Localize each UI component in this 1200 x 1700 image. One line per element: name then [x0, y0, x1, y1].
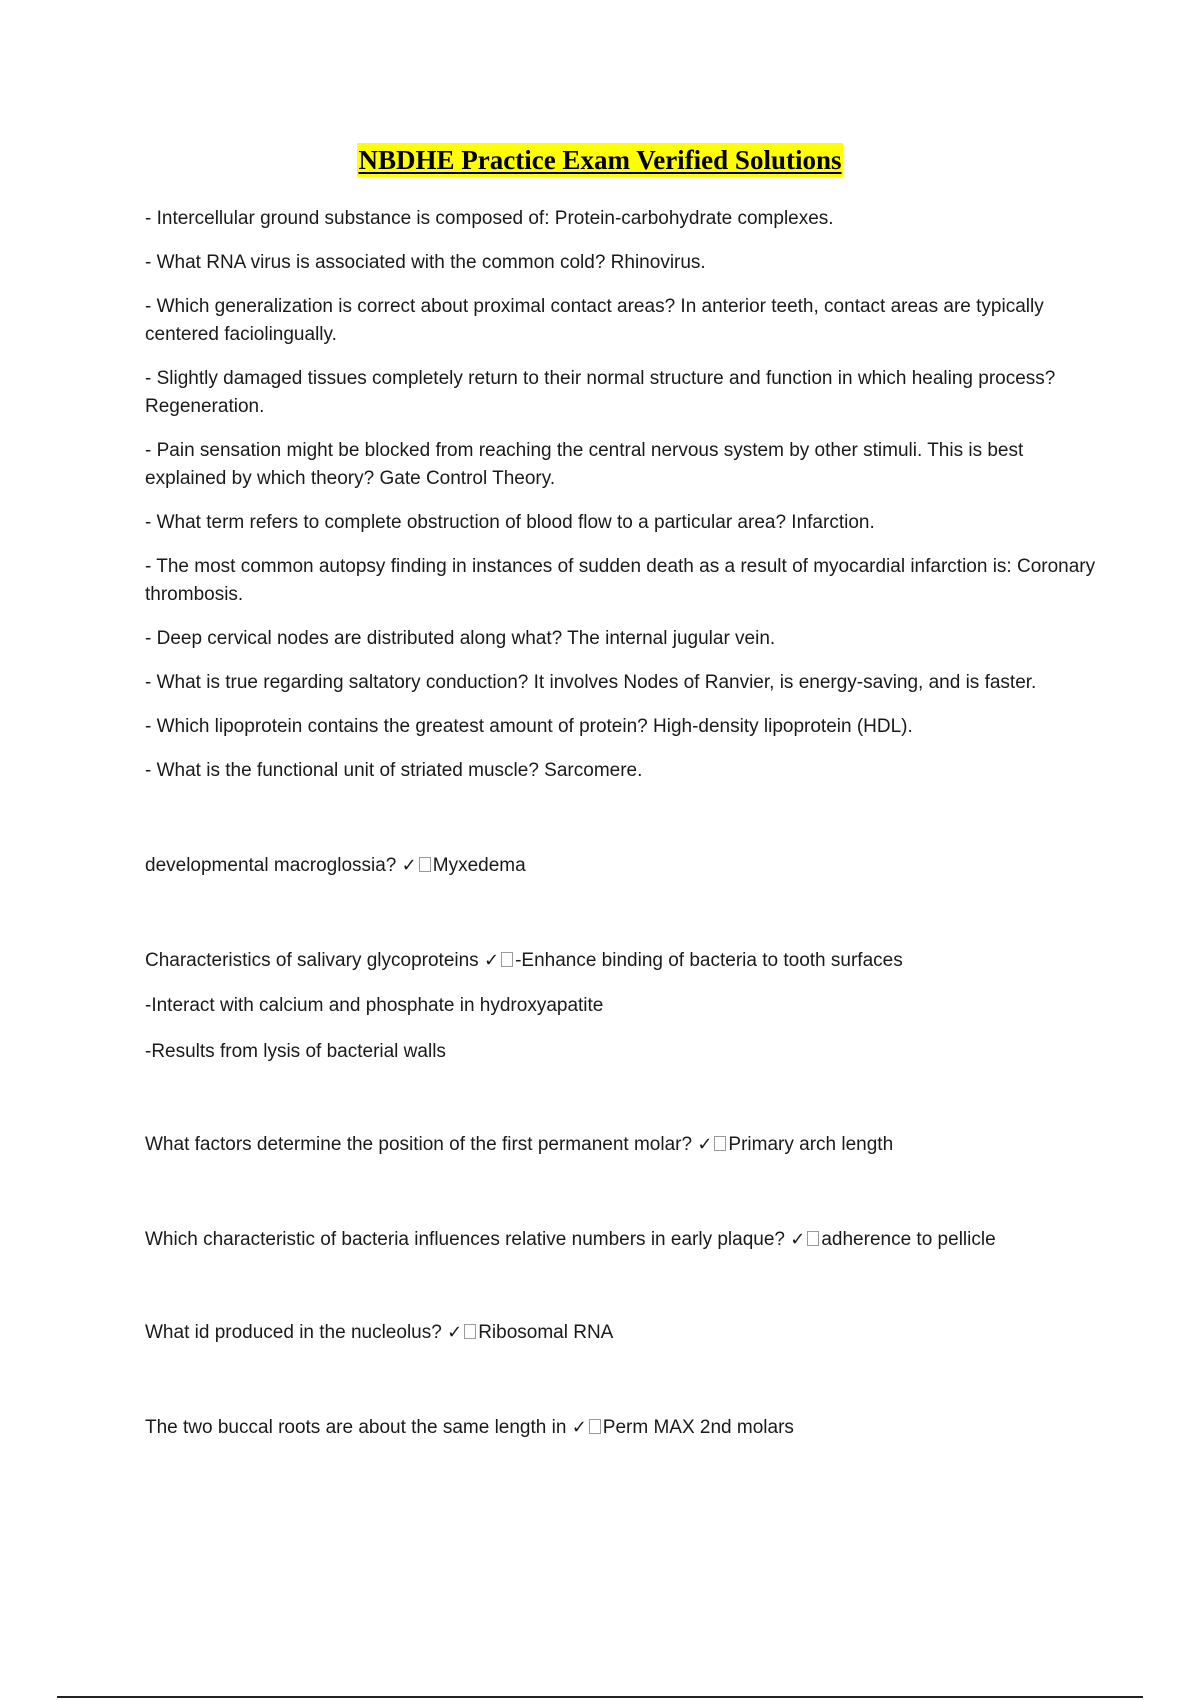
answer-text: Ribosomal RNA: [478, 1322, 614, 1343]
box-glyph-icon: [807, 1231, 819, 1246]
check-icon: ✓: [447, 1322, 463, 1343]
answer-line: -Interact with calcium and phosphate in hydroxyapatite: [145, 995, 604, 1016]
list-item: - Which lipoprotein contains the greatest amount of protein? High-density lipoprotein (HDL).: [145, 716, 913, 737]
answer-text: -Enhance binding of bacteria to tooth surfaces: [515, 950, 903, 971]
answer-line: -Results from lysis of bacterial walls: [145, 1041, 446, 1062]
qa-buccal-roots: [145, 1414, 1100, 1442]
list-item: - What is true regarding saltatory conduction? It involves Nodes of Ranvier, is energy-saving, and is faster.: [145, 672, 1037, 693]
answer-text: Primary arch length: [728, 1134, 894, 1155]
practice-question-list: [145, 205, 1100, 801]
qa-macroglossia: [145, 852, 1100, 880]
list-item: - What is the functional unit of striated muscle? Sarcomere.: [145, 760, 643, 781]
document-title: NBDHE Practice Exam Verified Solutions: [358, 145, 842, 175]
answer-text: adherence to pellicle: [821, 1229, 996, 1250]
list-item: - Intercellular ground substance is composed of: Protein-carbohydrate complexes.: [145, 208, 834, 229]
box-glyph-icon: [714, 1136, 726, 1151]
check-icon: ✓: [571, 1417, 587, 1438]
box-glyph-icon: [589, 1419, 601, 1434]
list-item: - Which generalization is correct about proximal contact areas? In anterior teeth, contact areas are typically centered faciolingually.: [145, 296, 1044, 345]
check-icon: ✓: [401, 855, 417, 876]
question-text: Characteristics of salivary glycoproteins: [145, 950, 479, 971]
question-text: Which characteristic of bacteria influences relative numbers in early plaque?: [145, 1229, 785, 1250]
list-item: - Deep cervical nodes are distributed along what? The internal jugular vein.: [145, 628, 776, 649]
question-text: What id produced in the nucleolus?: [145, 1322, 442, 1343]
qa-first-molar: [145, 1131, 1100, 1159]
answer-text: Myxedema: [432, 855, 526, 876]
list-item: - The most common autopsy finding in instances of sudden death as a result of myocardial infarction is: Coronary thrombosis.: [145, 556, 1096, 605]
question-text: developmental macroglossia?: [145, 855, 397, 876]
list-item: - Slightly damaged tissues completely return to their normal structure and function in which healing process? Regeneration.: [145, 368, 1056, 417]
box-glyph-icon: [464, 1324, 476, 1339]
question-text: What factors determine the position of the first permanent molar?: [145, 1134, 693, 1155]
box-glyph-icon: [501, 952, 513, 967]
qa-glycoproteins: [145, 947, 1100, 975]
check-icon: ✓: [697, 1134, 713, 1155]
box-glyph-icon: [419, 857, 431, 872]
question-text: The two buccal roots are about the same length in: [145, 1417, 567, 1438]
check-icon: ✓: [790, 1229, 806, 1250]
list-item: - Pain sensation might be blocked from reaching the central nervous system by other stimuli. This is best explained by which theory? Gate Control Theory.: [145, 440, 1024, 489]
footer-divider: [57, 1696, 1143, 1698]
qa-nucleolus: [145, 1319, 1100, 1347]
qa-early-plaque: [145, 1226, 1100, 1254]
answer-text: Perm MAX 2nd molars: [602, 1417, 794, 1438]
title-wrap: [0, 143, 1200, 177]
list-item: - What term refers to complete obstruction of blood flow to a particular area? Infarction.: [145, 512, 875, 533]
list-item: - What RNA virus is associated with the common cold? Rhinovirus.: [145, 252, 706, 273]
check-icon: ✓: [483, 950, 500, 971]
